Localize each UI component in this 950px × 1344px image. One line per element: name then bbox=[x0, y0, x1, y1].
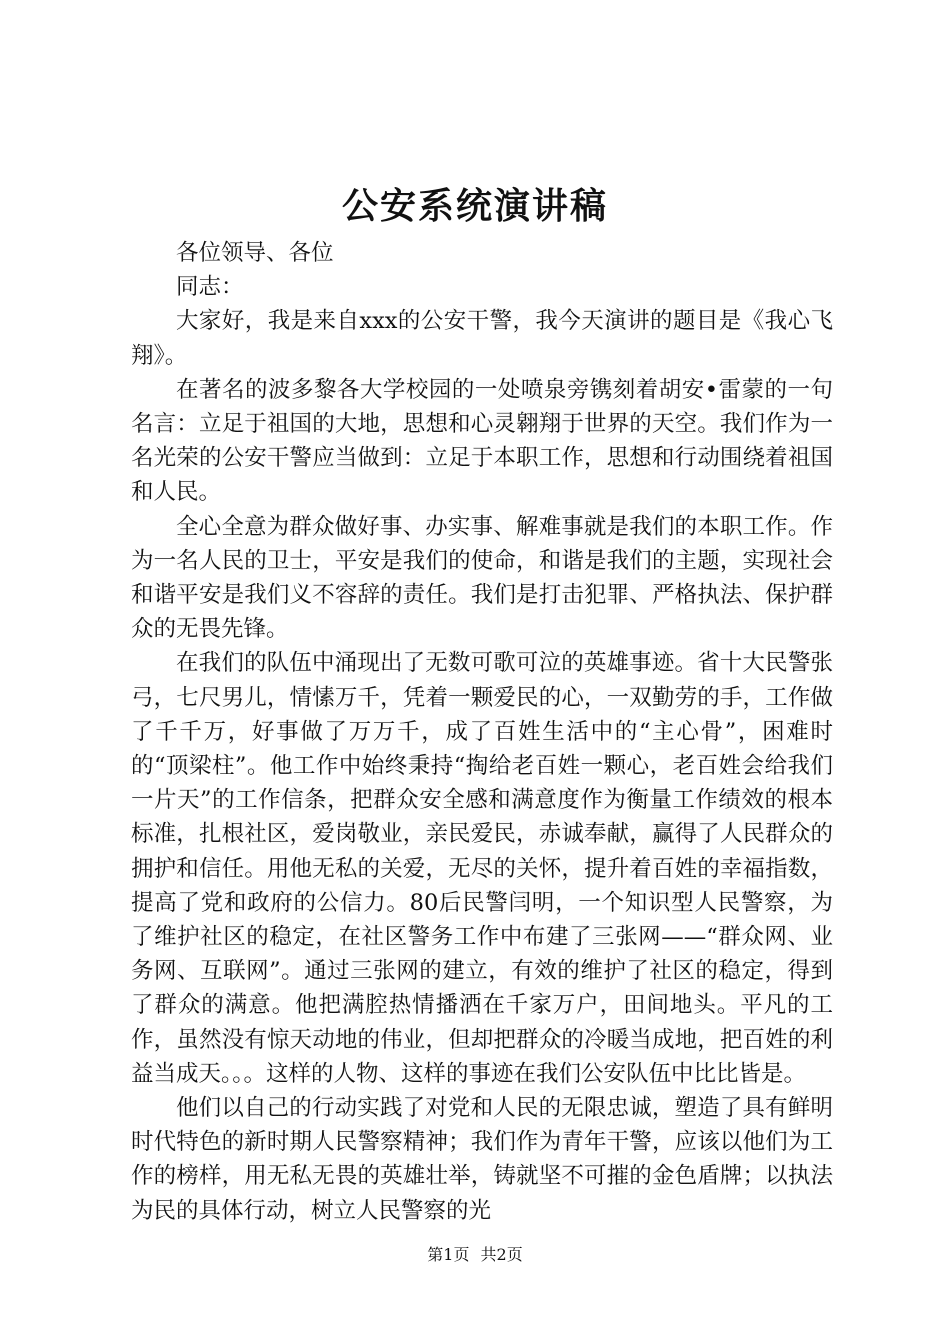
paragraph-spirit: 他们以自己的行动实践了对党和人民的无限忠诚，塑造了具有鲜明时代特色的新时期人民警察精神；我们作为青年干警，应该以他们为工作的榜样，用无私无畏的英雄壮举，铸就坚不可摧的金色盾牌；以执法为民的具体行动，树立人民警察的光 bbox=[131, 1095, 833, 1224]
paragraph-greeting: 大家好，我是来自xxx的公安干警，我今天演讲的题目是《我心飞翔》。 bbox=[131, 308, 833, 369]
paragraph-heroes: 在我们的队伍中涌现出了无数可歌可泣的英雄事迹。省十大民警张弓，七尺男儿，情愫万千，凭着一颗爱民的心，一双勤劳的手，工作做了千千万，好事做了万万千，成了百姓生活中的“主心骨”，困难时的“顶梁柱”。他工作中始终秉持“掏给老百姓一颗心，老百姓会给我们一片天”的工作信条，把群众安全感和满意度作为衡量工作绩效的根本标准，扎根社区，爱岗敬业，亲民爱民，赤诚奉献，赢得了人民群众的拥护和信任。用他无私的关爱，无尽的关怀，提升着百姓的幸福指数，提高了党和政府的公信力。80后民警闫明，一个知识型人民警察，为了维护社区的稳定，在社区警务工作中布建了三张网——“群众网、业务网、互联网”。通过三张网的建立，有效的维护了社区的稳定，得到了群众的满意。他把满腔热情播洒在千家万户，田间地头。平凡的工作，虽然没有惊天动地的伟业，但却把群众的冷暖当成地，把百姓的利益当成天。。。这样的人物、这样的事迹在我们公安队伍中比比皆是。 bbox=[131, 650, 833, 1087]
document-body bbox=[131, 236, 833, 1228]
page-footer bbox=[0, 1244, 950, 1266]
salutation-line-1: 各位领导、各位 bbox=[176, 240, 334, 266]
paragraph-quote: 在著名的波多黎各大学校园的一处喷泉旁镌刻着胡安•雷蒙的一句名言：立足于祖国的大地，思想和心灵翱翔于世界的天空。我们作为一名光荣的公安干警应当做到：立足于本职工作，思想和行动围绕着祖国和人民。 bbox=[131, 376, 833, 506]
paragraph-duty: 全心全意为群众做好事、办实事、解难事就是我们的本职工作。作为一名人民的卫士，平安是我们的使命，和谐是我们的主题，实现社会和谐平安是我们义不容辞的责任。我们是打击犯罪、严格执法、保护群众的无畏先锋。 bbox=[131, 513, 833, 643]
document-title: 公安系统演讲稿 bbox=[341, 186, 608, 227]
page-number: 第1页 bbox=[427, 1245, 470, 1264]
page-total: 共2页 bbox=[480, 1245, 523, 1264]
salutation-line-2: 同志： bbox=[176, 274, 244, 301]
